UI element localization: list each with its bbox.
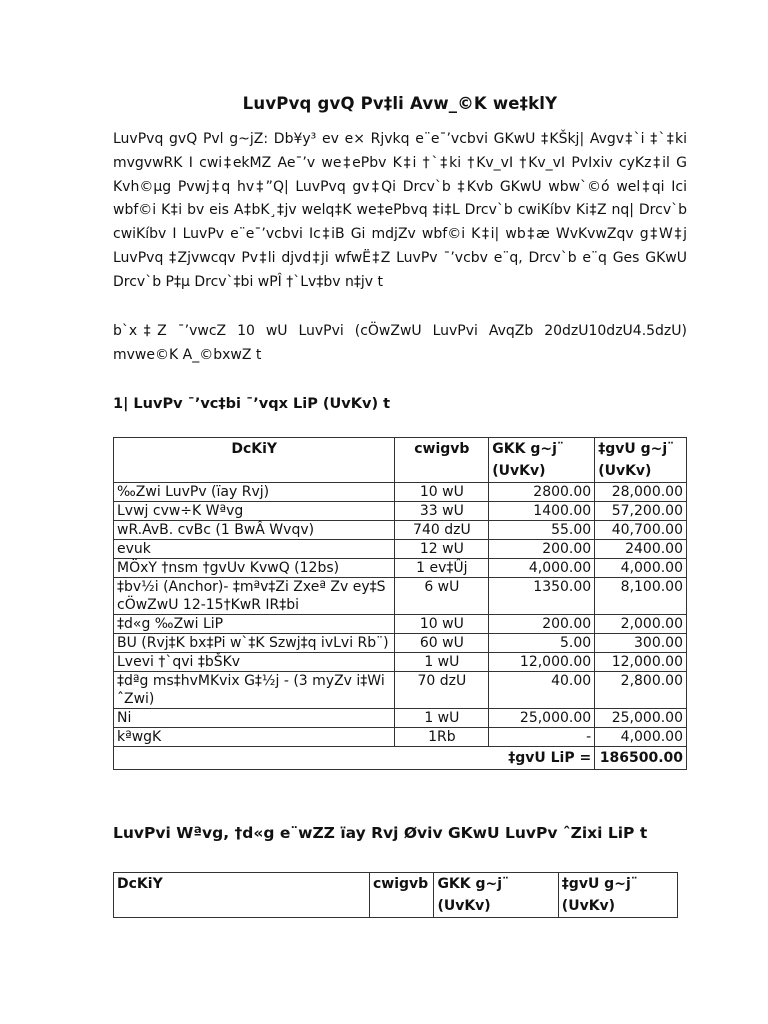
row-item: MÖxY †nsm †gvUv KvwQ (12bs) — [114, 559, 395, 578]
document-title: LuvPvq gvQ Pv‡li Avw_©K we‡klY — [242, 94, 558, 113]
row-unit-price: 5.00 — [489, 634, 595, 653]
dimension-paragraph: b`x‡Z ¯’vwcZ 10 wU LuvPvi (cÖwZwU LuvPvi AvqZb 20dzU10dzU4.5dzU) mvwe©K A_©bxwZ t — [113, 323, 687, 363]
row-quantity: 1 wU — [395, 653, 489, 672]
section2-heading: LuvPvi Wªvg, †d«g e¨wZZ ïay Rvj Øviv GKwU LuvPv ˆZixi LiP t — [113, 824, 648, 842]
row-unit-price: 200.00 — [489, 615, 595, 634]
table-row — [114, 672, 687, 709]
row-quantity: 10 wU — [395, 483, 489, 502]
row-total-price: 2400.00 — [595, 540, 687, 559]
row-quantity: 6 wU — [395, 578, 489, 615]
row-quantity: 10 wU — [395, 615, 489, 634]
row-total-price: 4,000.00 — [595, 728, 687, 747]
header-unit-price: GKK g~j¨ (UvKv) — [489, 438, 595, 483]
row-item: ‡bv½i (Anchor)- ‡mªv‡Zi Zxeª Zv ey‡S cÖwZwU 12-15†KwR IR‡bi — [114, 578, 395, 615]
row-item: ‡dªg ms‡hvMKvix G‡½j - (3 myZv i‡Wi ˆZwi) — [114, 672, 395, 709]
row-total-price: 4,000.00 — [595, 559, 687, 578]
row-item: evuk — [114, 540, 395, 559]
row-quantity: 33 wU — [395, 502, 489, 521]
row-quantity: 1 wU — [395, 709, 489, 728]
table-row — [114, 578, 687, 615]
table2-header-total-price: ‡gvU g~j¨ (UvKv) — [558, 873, 677, 918]
table-row — [114, 634, 687, 653]
table-row — [114, 521, 687, 540]
row-total-price: 12,000.00 — [595, 653, 687, 672]
table-row — [114, 728, 687, 747]
row-item: ‡d«g ‰Zwi LiP — [114, 615, 395, 634]
row-quantity: 740 dzU — [395, 521, 489, 540]
table-row — [114, 615, 687, 634]
table-row — [114, 502, 687, 521]
cost-table — [113, 437, 687, 770]
row-unit-price: 12,000.00 — [489, 653, 595, 672]
row-total-price: 8,100.00 — [595, 578, 687, 615]
table-row — [114, 483, 687, 502]
table2-header-unit-price: GKK g~j¨ (UvKv) — [434, 873, 558, 918]
row-unit-price: 55.00 — [489, 521, 595, 540]
row-item: BU (Rvj‡K bx‡Pi w`‡K Szwj‡q ivLvi Rb¨) — [114, 634, 395, 653]
header-quantity: cwigvb — [395, 438, 489, 483]
table2-header-quantity: cwigvb — [369, 873, 433, 918]
header-total-price: ‡gvU g~j¨ (UvKv) — [595, 438, 687, 483]
row-unit-price: 25,000.00 — [489, 709, 595, 728]
cost-table-body — [114, 483, 687, 747]
row-unit-price: 1350.00 — [489, 578, 595, 615]
row-unit-price: 1400.00 — [489, 502, 595, 521]
intro-paragraph: LuvPvq gvQ Pvl g~jZ: Db¥y³ ev e× Rjvkq e¨e¯’vcbvi GKwU ‡KŠkj| Avgv‡`i ‡`‡ki mvgvwRK I cwi‡ekMZ Ae¯’v we‡ePbv K‡i †`‡ki †Kv_vI †Kv_vI PvIxiv cyKz‡il G Kvh©µg Pvwj‡q hv‡”Q| LuvPvq gv‡Qi Drcv`b ‡Kvb GKwU wbw`©ó wel‡qi Ici wbf©i K‡i bv eis A‡bK¸‡jv welq‡K we‡ePbvq ‡i‡L Drcv`b cwiKíbv Ki‡Z nq| Drcv`b cwiKíbv I LuvPv e¨e¯’vcbvi Ic‡iB Gi mdjZv wbf©i K‡i| wb‡æ WvKvwZqv g‡W‡j LuvPvq ‡Zjvwcqv Pv‡li djvd‡ji wfwË‡Z LuvPv ¯’vcbv e¨q, Drcv`b e¨q Ges GKwU Drcv`b P‡µ Drcv`‡bi wPÎ †`Lv‡bv n‡jv t — [113, 131, 687, 290]
row-total-price: 28,000.00 — [595, 483, 687, 502]
row-unit-price: 4,000.00 — [489, 559, 595, 578]
row-unit-price: 200.00 — [489, 540, 595, 559]
row-total-price: 2,000.00 — [595, 615, 687, 634]
section1-heading: 1| LuvPv ¯’vc‡bi ¯’vqx LiP (UvKv) t — [113, 396, 391, 412]
total-label: ‡gvU LiP = — [114, 747, 595, 770]
row-total-price: 40,700.00 — [595, 521, 687, 540]
row-unit-price: - — [489, 728, 595, 747]
header-item: DcKiY — [114, 438, 395, 483]
row-item: Lvwj cvw÷K Wªvg — [114, 502, 395, 521]
row-item: kªwgK — [114, 728, 395, 747]
row-total-price: 300.00 — [595, 634, 687, 653]
total-value: 186500.00 — [595, 747, 687, 770]
table-total-row — [114, 747, 687, 770]
row-unit-price: 40.00 — [489, 672, 595, 709]
table2-header-row — [114, 873, 678, 918]
row-quantity: 1 ev‡Ûj — [395, 559, 489, 578]
table-row — [114, 709, 687, 728]
row-item: Ni — [114, 709, 395, 728]
row-item: ‰Zwi LuvPv (ïay Rvj) — [114, 483, 395, 502]
row-total-price: 2,800.00 — [595, 672, 687, 709]
row-quantity: 70 dzU — [395, 672, 489, 709]
table-header-row — [114, 438, 687, 483]
row-unit-price: 2800.00 — [489, 483, 595, 502]
row-total-price: 57,200.00 — [595, 502, 687, 521]
row-quantity: 12 wU — [395, 540, 489, 559]
table2-header-item: DcKiY — [114, 873, 370, 918]
row-item: Lvevi †`qvi ‡bŠKv — [114, 653, 395, 672]
row-quantity: 60 wU — [395, 634, 489, 653]
row-total-price: 25,000.00 — [595, 709, 687, 728]
row-item: wR.AvB. cvBc (1 BwÂ Wvqv) — [114, 521, 395, 540]
row-quantity: 1Rb — [395, 728, 489, 747]
table-row — [114, 559, 687, 578]
net-cost-table — [113, 872, 678, 918]
table-row — [114, 540, 687, 559]
table-row — [114, 653, 687, 672]
